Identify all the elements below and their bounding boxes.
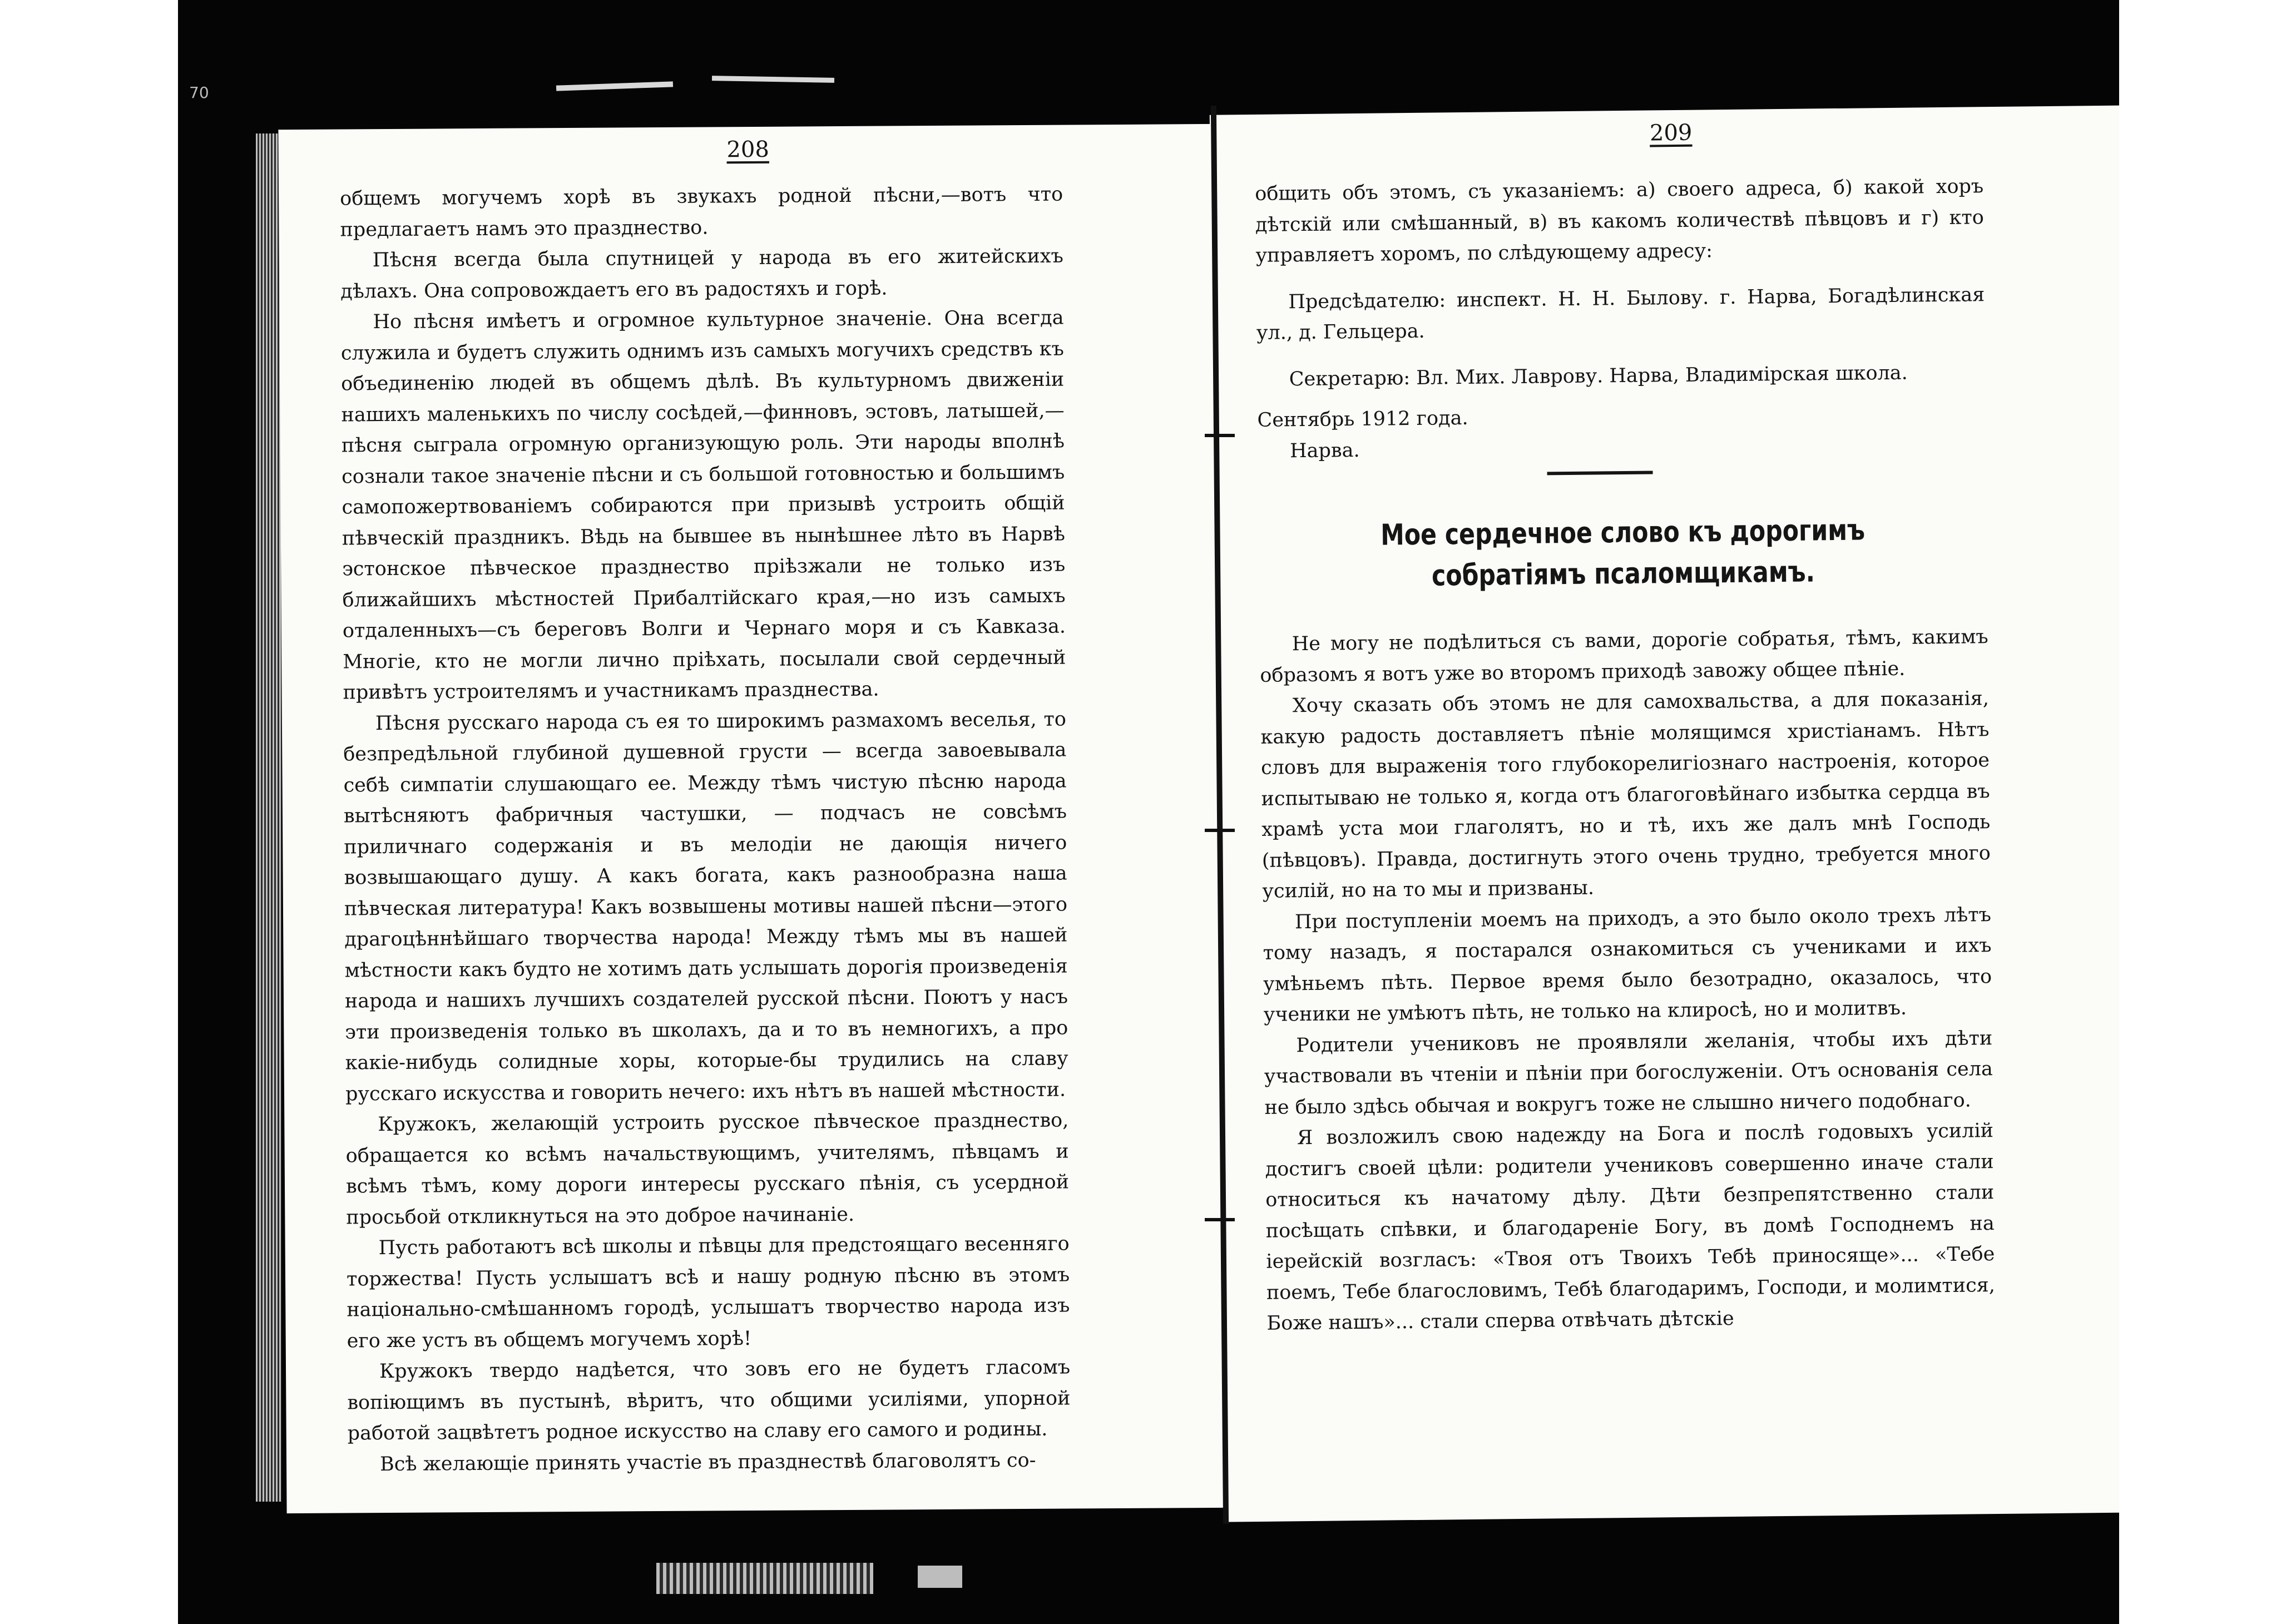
- address-chairman: Предсѣдателю: инспект. Н. Н. Былову. г. Нарва, Богадѣлинская ул., д. Гельцера.: [1256, 283, 1985, 344]
- paragraph: Пѣсня всегда была спутницей у народа въ его житейскихъ дѣлахъ. Она сопровождаетъ его въ радостяхъ и горѣ.: [340, 245, 1063, 303]
- right-page: [1210, 105, 2119, 1522]
- scan-noise: [656, 1563, 873, 1594]
- paragraph: Но пѣсня имѣетъ и огромное культурное значеніе. Она всегда служила и будетъ служить однимъ изъ самыхъ могучихъ средствъ къ объединенію людей въ общемъ дѣлѣ. Въ культурномъ движеніи нашихъ маленькихъ по числу сосѣдей,—финновъ, эстовъ, латышей,—пѣсня сыграла огромную организующую роль. Эти народы вполнѣ сознали такое значеніе пѣсни и съ большой готовностью и большимъ самопожертвованіемъ собираются при призывѣ устроить общій пѣвческій праздникъ. Вѣдь на бывшее въ нынѣшнее лѣто въ Нарвѣ эстонское пѣвческое празднество пріѣзжали не только изъ ближайшихъ мѣстностей Прибалтійскаго края,—но изъ самыхъ отдаленныхъ—съ береговъ Волги и Чернаго моря и съ Кавказа. Многіе, кто не могли лично пріѣхать, посылали свой сердечный привѣтъ устроителямъ и участникамъ празднества.: [340, 306, 1066, 704]
- paragraph: Не могу не подѣлиться съ вами, дорогіе собратья, тѣмъ, какимъ образомъ я вотъ уже во второмъ приходѣ завожу общее пѣніе.: [1260, 626, 1988, 687]
- corner-mark: 70: [189, 83, 209, 102]
- paragraph: Кружокъ, желающій устроить русское пѣвческое празднество, обращается ко всѣмъ начальствующимъ, учителямъ, пѣвцамъ и всѣмъ тѣмъ, кому дороги интересы русскаго пѣнія, съ усердной просьбой откликнуться на это доброе начинаніе.: [345, 1109, 1070, 1229]
- paragraph: общемъ могучемъ хорѣ въ звукахъ родной пѣсни,—вотъ что предлагаетъ намъ это празднество.: [340, 183, 1063, 241]
- binding-stitch: [1205, 1218, 1235, 1221]
- article-title: Мое сердечное слово къ дорогимъ собратіямъ псаломщикамъ.: [1380, 513, 1866, 593]
- binding-stitch: [1205, 829, 1235, 832]
- page-number-209: 209: [1649, 120, 1693, 146]
- paragraph: Хочу сказать объ этомъ не для самохвальства, а для показанія, какую радость доставляетъ пѣніе молящимся христіанамъ. Нѣтъ словъ для выраженія того глубокорелигіознаго настроенія, которое испытываю не только я, когда отъ благоговѣйнаго избытка сердца въ храмѣ уста мои глаголятъ, но и тѣ, ихъ же далъ мнѣ Господь (пѣвцовъ). Правда, достигнуть этого очень трудно, требуется много усилій, но на то мы и призваны.: [1260, 687, 1991, 903]
- scan-noise: [556, 81, 673, 91]
- section-divider: [1547, 471, 1653, 475]
- binding-stitch: [1205, 434, 1235, 437]
- scan-noise: [918, 1566, 962, 1588]
- book-page-edges: [256, 133, 281, 1502]
- right-page-text: [1255, 171, 1996, 1339]
- paragraph: Пусть работаютъ всѣ школы и пѣвцы для предстоящаго весенняго торжества! Пусть услышатъ всѣ и нашу родную пѣсню въ этомъ національно-смѣшанномъ городѣ, услышатъ творчество народа изъ его же устъ въ общемъ могучемъ хорѣ!: [346, 1232, 1070, 1352]
- date-line: Сентябрь 1912 года.: [1257, 407, 1468, 432]
- paragraph: Кружокъ твердо надѣется, что зовъ его не будетъ гласомъ вопіющимъ въ пустынѣ, вѣритъ, что общими усиліями, упорной работой зацвѣтетъ родное искусство на славу его самого и родины.: [347, 1356, 1071, 1445]
- left-page-text: [340, 180, 1071, 1481]
- page-number-208: 208: [726, 136, 769, 163]
- intro-paragraph: общить объ этомъ, съ указаніемъ: а) своего адреса, б) какой хоръ дѣтскій или смѣшанный, в) въ какомъ количествѣ пѣвцовъ и г) кто управляетъ хоромъ, по слѣдующему адресу:: [1255, 175, 1985, 267]
- paragraph: Пѣсня русскаго народа съ ея то широкимъ размахомъ веселья, то безпредѣльной глубиной душевной грусти — всегда завоевывала себѣ симпатіи слушающаго ее. Между тѣмъ чистую пѣсню народа вытѣсняютъ фабричныя частушки, — подчасъ не совсѣмъ приличнаго содержанія и въ мелодіи не дающія ничего возвышающаго душу. А какъ богата, какъ разнообразна наша пѣвческая литература! Какъ возвышены мотивы нашей пѣсни—этого драгоцѣннѣйшаго творчества народа! Между тѣмъ мы въ нашей мѣстности какъ будто не хотимъ дать услышать дорогія произведенія народа и нашихъ лучшихъ создателей русской пѣсни. Поютъ у насъ эти произведенія только въ школахъ, да и то въ немногихъ, а про какіе-нибудь солидные хоры, которые-бы трудились на славу русскаго искусства и говорить нечего: ихъ нѣтъ въ нашей мѣстности.: [343, 708, 1068, 1105]
- left-page: [278, 124, 1225, 1513]
- paragraph: Родители учениковъ не проявляли желанія, чтобы ихъ дѣти участвовали въ чтеніи и пѣніи при богослуженіи. Отъ основанія села не было здѣсь обычая и вокругъ тоже не слышно ничего подобнаго.: [1264, 1027, 1993, 1119]
- scan-noise: [712, 76, 834, 83]
- paragraph: При поступленіи моемъ на приходъ, а это было около трехъ лѣтъ тому назадъ, я постарался ознакомиться съ учениками и ихъ умѣньемъ пѣть. Первое время было безотрадно, оказалось, что ученики не умѣютъ пѣть, не только на клиросѣ, но и молитвъ.: [1263, 903, 1992, 1026]
- place-line: Нарва.: [1289, 439, 1360, 462]
- scan-background: [178, 0, 2119, 1624]
- paragraph: Всѣ желающіе принять участіе въ празднествѣ благоволятъ со-: [379, 1449, 1036, 1476]
- address-secretary: Секретарю: Вл. Мих. Лаврову. Нарва, Владимірская школа.: [1289, 362, 1908, 390]
- paragraph: Я возложилъ свою надежду на Бога и послѣ годовыхъ усилій достигъ своей цѣли: родители учениковъ совершенно иначе стали относиться къ начатому дѣлу. Дѣти безпрепятственно стали посѣщать спѣвки, и благодареніе Богу, въ домѣ Господнемъ на іерейскій возгласъ: «Твоя отъ Твоихъ Тебѣ приносяще»... «Тебе поемъ, Тебе благословимъ, Тебѣ благодаримъ, Господи, и молимтися, Боже нашъ»... стали сперва отвѣчать дѣтскіе: [1265, 1120, 1996, 1335]
